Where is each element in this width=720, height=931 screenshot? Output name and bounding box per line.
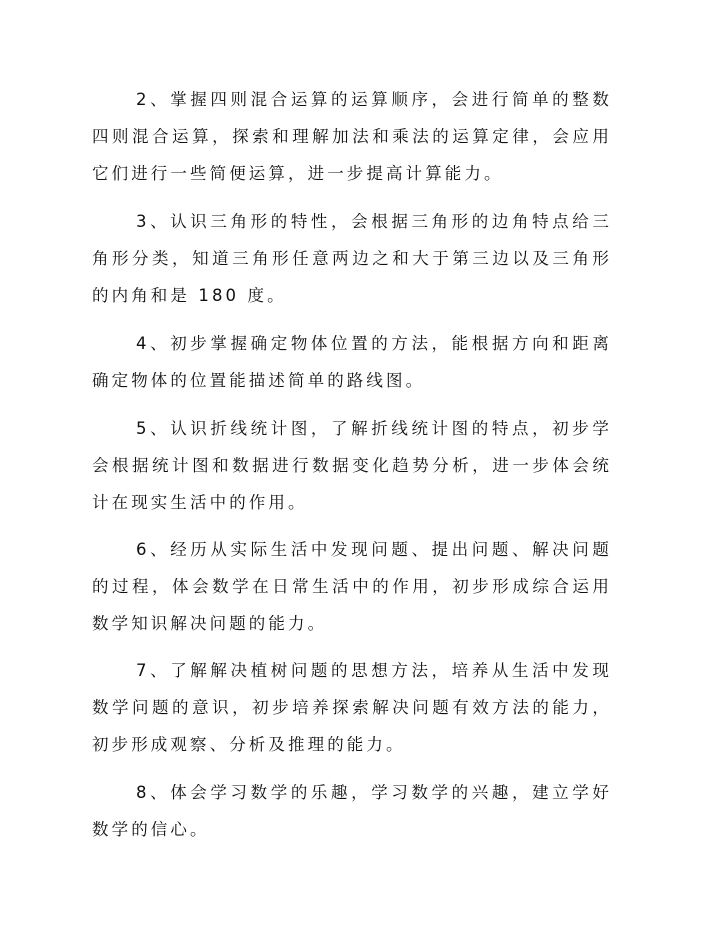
paragraph-item-2: 2、掌握四则混合运算的运算顺序，会进行简单的整数四则混合运算，探索和理解加法和乘法的运算定律，会应用它们进行一些简便运算，进一步提高计算能力。 [92,90,612,183]
paragraph-item-5: 5、认识折线统计图，了解折线统计图的特点，初步学会根据统计图和数据进行数据变化趋势分析，进一步体会统计在现实生活中的作用。 [92,419,612,512]
paragraph-item-8: 8、体会学习数学的乐趣，学习数学的兴趣，建立学好数学的信心。 [92,783,612,839]
paragraph-item-4: 4、初步掌握确定物体位置的方法，能根据方向和距离确定物体的位置能描述简单的路线图。 [92,334,612,390]
paragraph-item-3: 3、认识三角形的特性，会根据三角形的边角特点给三角形分类，知道三角形任意两边之和大于第三边以及三角形的内角和是 180 度。 [92,212,612,305]
paragraph-item-7: 7、了解解决植树问题的思想方法，培养从生活中发现数学问题的意识，初步培养探索解决问题有效方法的能力，初步形成观察、分析及推理的能力。 [92,661,612,754]
paragraph-item-6: 6、经历从实际生活中发现问题、提出问题、解决问题的过程，体会数学在日常生活中的作用，初步形成综合运用数学知识解决问题的能力。 [92,540,612,633]
